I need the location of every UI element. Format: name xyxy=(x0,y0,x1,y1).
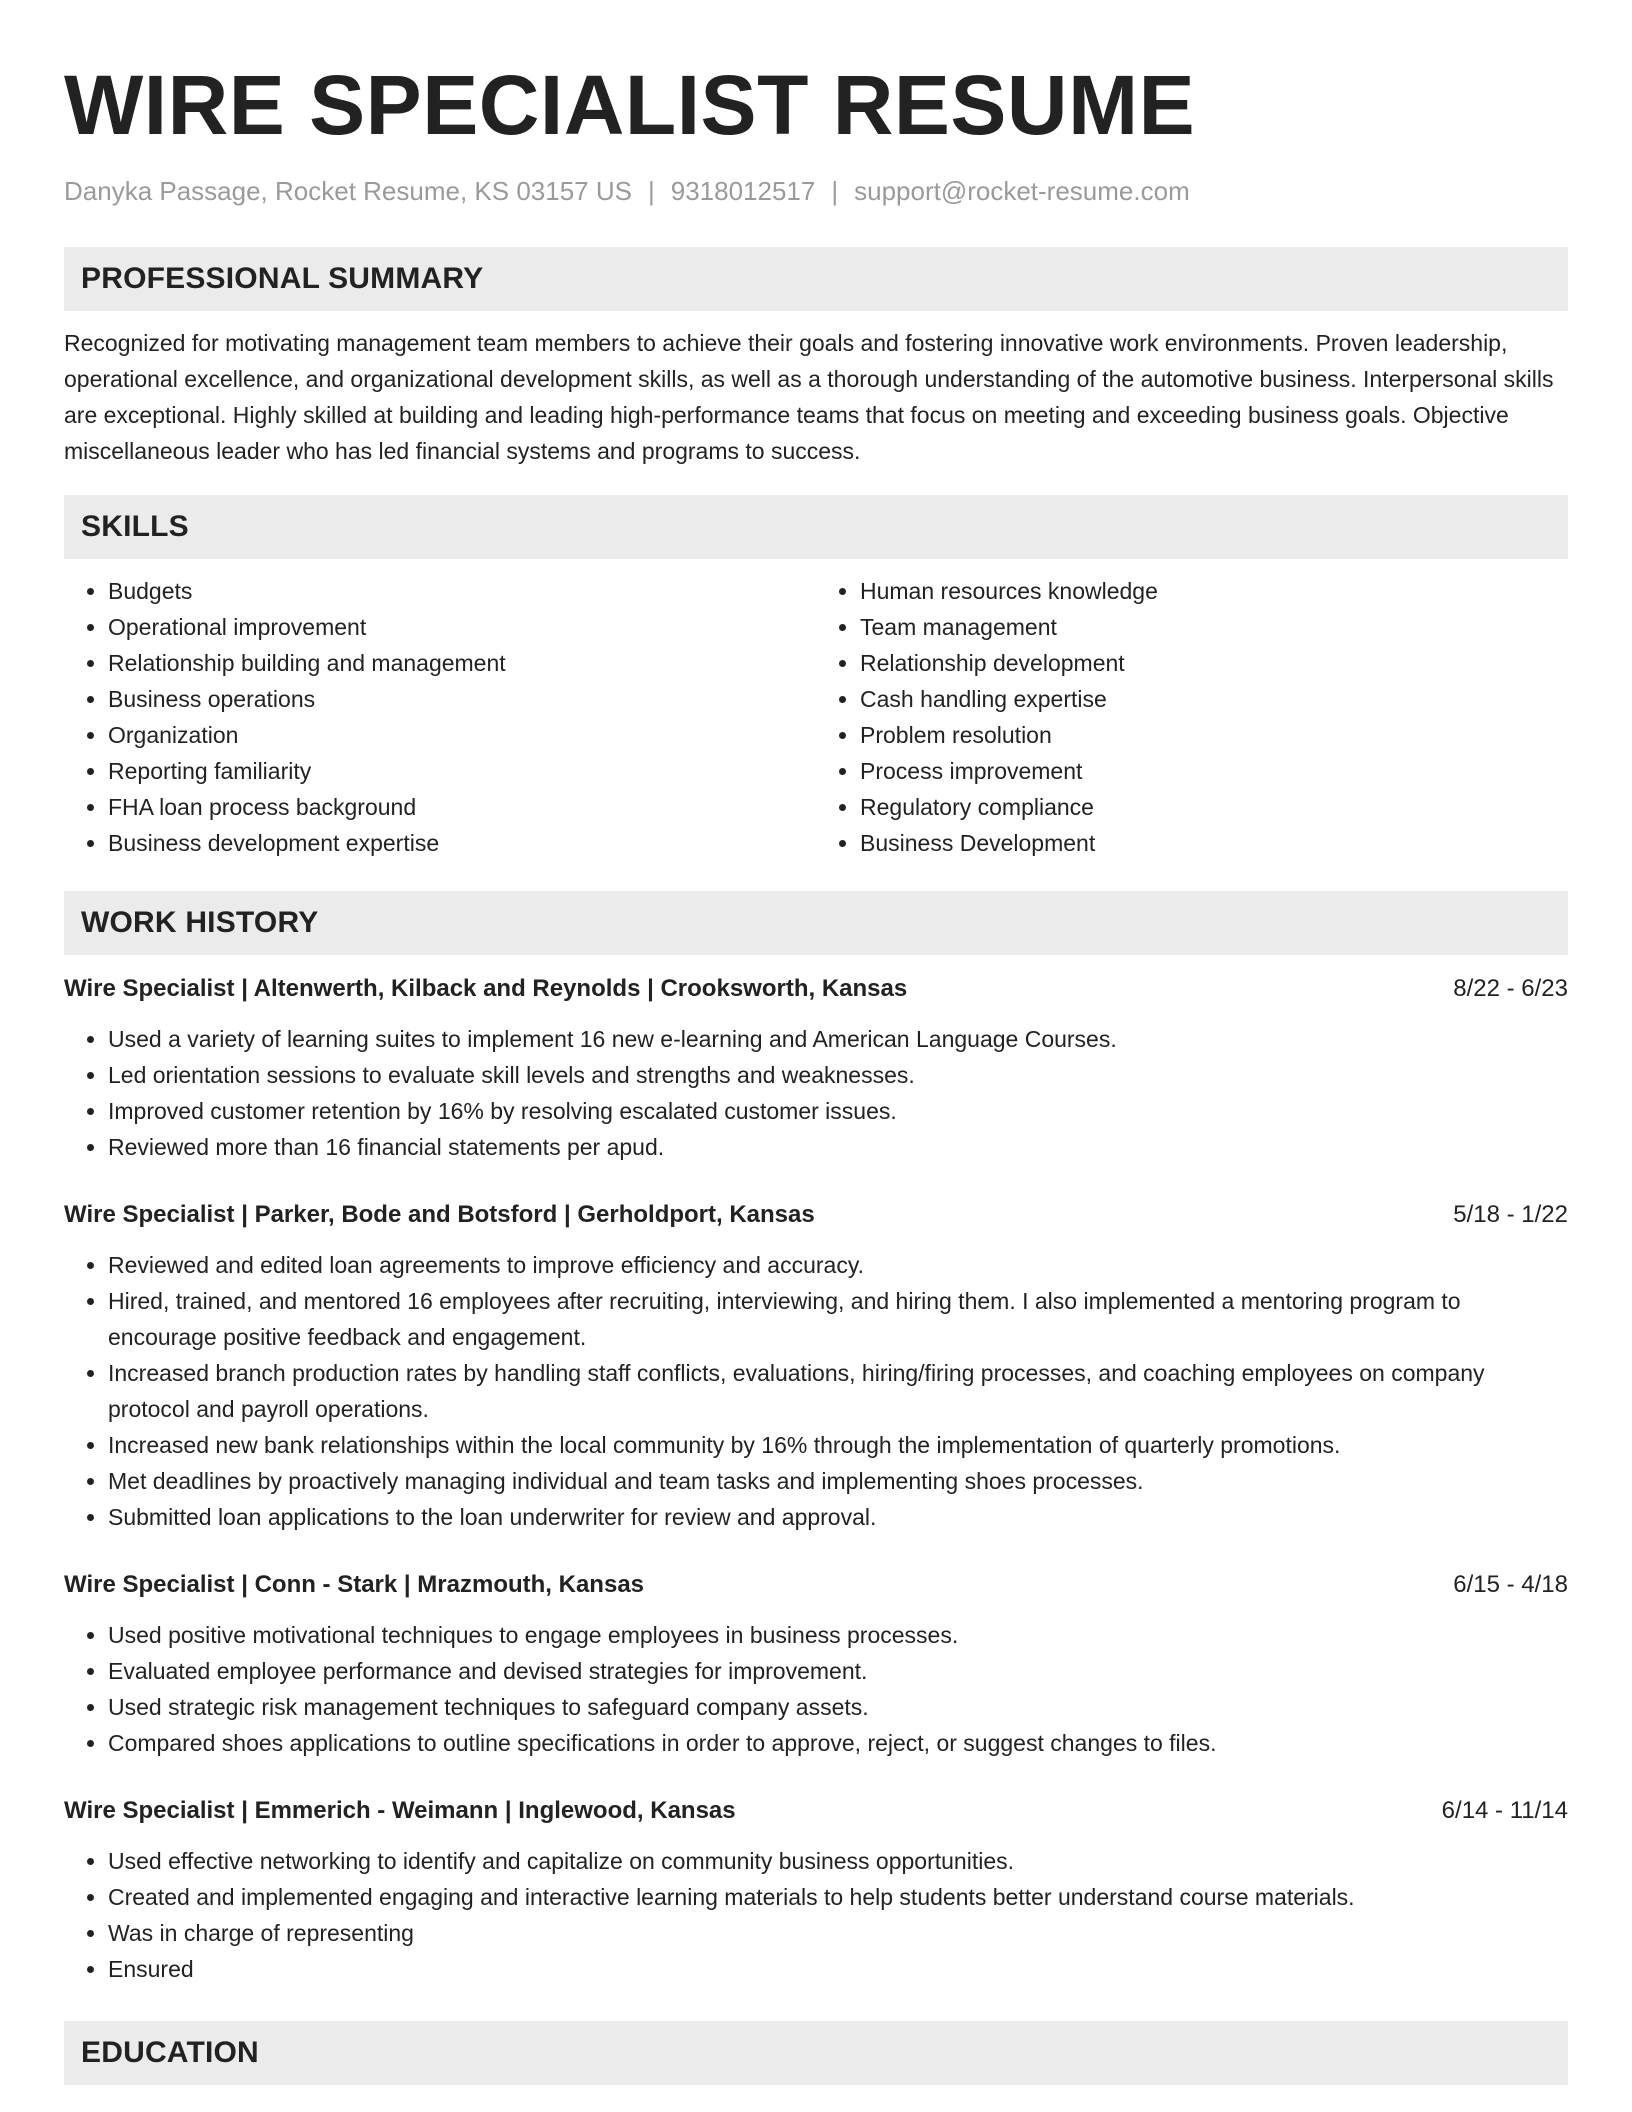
skills-column-left xyxy=(64,573,816,861)
contact-separator: | xyxy=(647,176,655,206)
section-header-summary: PROFESSIONAL SUMMARY xyxy=(64,247,1568,311)
job-header xyxy=(64,1793,1568,1829)
job-title: Wire Specialist | Parker, Bode and Botsford | Gerholdport, Kansas xyxy=(64,1201,815,1228)
job-dates: 8/22 - 6/23 xyxy=(1453,975,1568,1002)
job-bullet: • Submitted loan applications to the loan underwriter for review and approval. xyxy=(108,1499,1568,1535)
skill-item: • Organization xyxy=(108,717,816,753)
job-bullet: • Hired, trained, and mentored 16 employees after recruiting, interviewing, and hiring them. I also implemented a mentoring program to encourage positive feedback and engagement. xyxy=(108,1283,1568,1355)
job-bullet: • Was in charge of representing xyxy=(108,1915,1568,1951)
job-dates: 5/18 - 1/22 xyxy=(1453,1201,1568,1228)
skill-item: • Human resources knowledge xyxy=(860,573,1568,609)
job-header xyxy=(64,1567,1568,1603)
skill-item: • Regulatory compliance xyxy=(860,789,1568,825)
contact-address: Danyka Passage, Rocket Resume, KS 03157 US xyxy=(64,176,632,206)
job-bullet: • Used a variety of learning suites to implement 16 new e-learning and American Language Courses. xyxy=(108,1021,1568,1057)
job-bullet: • Ensured xyxy=(108,1951,1568,1987)
job-bullets xyxy=(64,1843,1568,1987)
contact-phone: 9318012517 xyxy=(670,176,816,206)
job-bullet: • Used effective networking to identify and capitalize on community business opportunities. xyxy=(108,1843,1568,1879)
job-bullet: • Improved customer retention by 16% by resolving escalated customer issues. xyxy=(108,1093,1568,1129)
job-title: Wire Specialist | Emmerich - Weimann | Inglewood, Kansas xyxy=(64,1797,736,1824)
job-header xyxy=(64,971,1568,1007)
job-entry xyxy=(64,1197,1568,1535)
contact-separator: | xyxy=(831,176,839,206)
skills-list xyxy=(64,573,1568,861)
job-dates: 6/15 - 4/18 xyxy=(1453,1571,1568,1598)
job-bullet: • Used strategic risk management techniques to safeguard company assets. xyxy=(108,1689,1568,1725)
job-title: Wire Specialist | Altenwerth, Kilback and Reynolds | Crooksworth, Kansas xyxy=(64,975,908,1002)
skill-item: • Cash handling expertise xyxy=(860,681,1568,717)
job-title: Wire Specialist | Conn - Stark | Mrazmouth, Kansas xyxy=(64,1571,645,1598)
job-bullet: • Increased new bank relationships within the local community by 16% through the implementation of quarterly promotions. xyxy=(108,1427,1568,1463)
summary-text: Recognized for motivating management team members to achieve their goals and fostering innovative work environments. Proven leadership, operational excellence, and organizational development skills, as well as a thorough understanding of the automotive business. Interpersonal skills are exceptional. Highly skilled at building and leading high-performance teams that focus on meeting and exceeding business goals. Objective miscellaneous leader who has led financial systems and programs to success. xyxy=(64,330,1554,464)
job-bullet: • Evaluated employee performance and devised strategies for improvement. xyxy=(108,1653,1568,1689)
skill-item: • Team management xyxy=(860,609,1568,645)
skill-item: • Business operations xyxy=(108,681,816,717)
skill-item: • Business development expertise xyxy=(108,825,816,861)
section-header-education: EDUCATION xyxy=(64,2021,1568,2085)
job-bullets xyxy=(64,1247,1568,1535)
skill-item: • Business Development xyxy=(860,825,1568,861)
contact-line xyxy=(64,174,1568,208)
section-header-work-history: WORK HISTORY xyxy=(64,891,1568,955)
job-entry xyxy=(64,1567,1568,1761)
skill-item: • FHA loan process background xyxy=(108,789,816,825)
job-bullet: • Met deadlines by proactively managing individual and team tasks and implementing shoes processes. xyxy=(108,1463,1568,1499)
job-bullets xyxy=(64,1617,1568,1761)
skill-item: • Operational improvement xyxy=(108,609,816,645)
job-bullet: • Reviewed and edited loan agreements to improve efficiency and accuracy. xyxy=(108,1247,1568,1283)
job-dates: 6/14 - 11/14 xyxy=(1441,1797,1568,1824)
job-bullet: • Reviewed more than 16 financial statements per apud. xyxy=(108,1129,1568,1165)
job-entry xyxy=(64,1793,1568,1987)
job-entry xyxy=(64,971,1568,1165)
skill-item: • Problem resolution xyxy=(860,717,1568,753)
skill-item: • Relationship building and management xyxy=(108,645,816,681)
skill-item: • Relationship development xyxy=(860,645,1568,681)
skill-item: • Reporting familiarity xyxy=(108,753,816,789)
job-bullet: • Led orientation sessions to evaluate skill levels and strengths and weaknesses. xyxy=(108,1057,1568,1093)
skill-item: • Budgets xyxy=(108,573,816,609)
job-bullet: • Created and implemented engaging and interactive learning materials to help students better understand course materials. xyxy=(108,1879,1568,1915)
resume-title: WIRE SPECIALIST RESUME xyxy=(64,58,1196,152)
skill-item: • Process improvement xyxy=(860,753,1568,789)
job-bullet: • Increased branch production rates by handling staff conflicts, evaluations, hiring/firing processes, and coaching employees on company protocol and payroll operations. xyxy=(108,1355,1568,1427)
contact-email: support@rocket-resume.com xyxy=(854,176,1190,206)
job-header xyxy=(64,1197,1568,1233)
job-bullet: • Compared shoes applications to outline specifications in order to approve, reject, or suggest changes to files. xyxy=(108,1725,1568,1761)
job-bullets xyxy=(64,1021,1568,1165)
skills-column-right xyxy=(816,573,1568,861)
job-bullet: • Used positive motivational techniques to engage employees in business processes. xyxy=(108,1617,1568,1653)
section-header-skills: SKILLS xyxy=(64,495,1568,559)
